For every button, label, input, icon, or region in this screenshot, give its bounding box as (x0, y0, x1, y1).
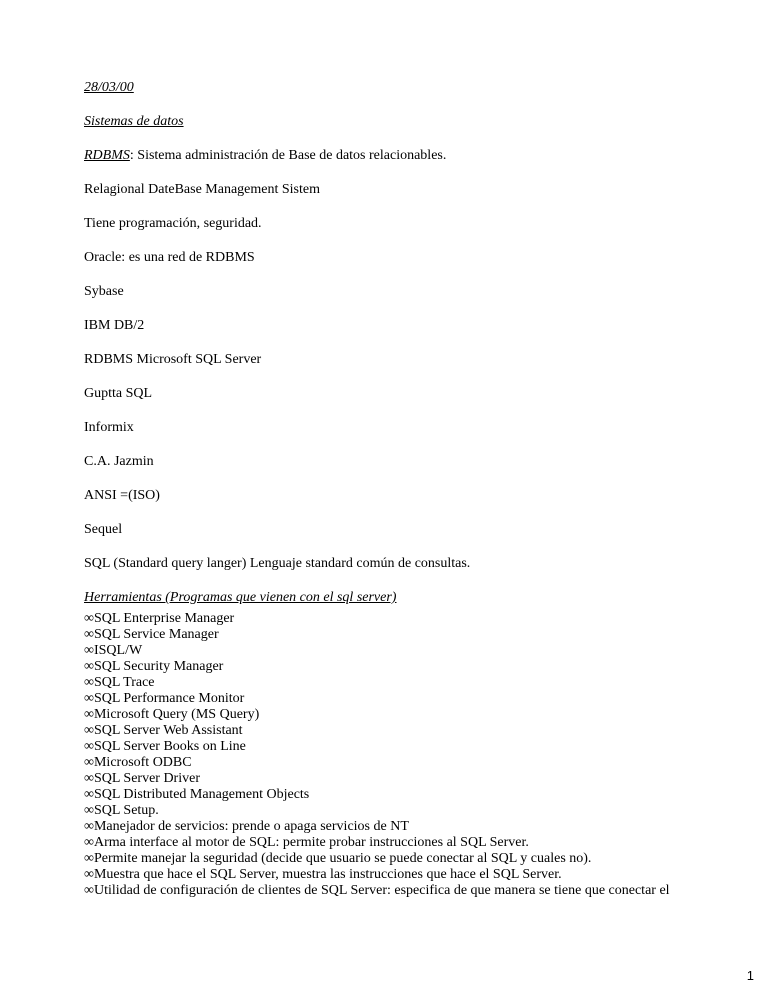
date: 28/03/00 (84, 80, 134, 95)
paragraph: RDBMS Microsoft SQL Server (84, 352, 262, 367)
infinity-bullet-icon: ∞ (84, 883, 94, 898)
paragraph: Sybase (84, 284, 124, 299)
paragraph: Oracle: es una red de RDBMS (84, 250, 255, 265)
list-item: ∞Utilidad de configuración de clientes de SQL Server: especifica de que manera se tiene que conectar el (84, 883, 670, 898)
infinity-bullet-icon: ∞ (84, 627, 94, 642)
list-item: ∞Arma interface al motor de SQL: permite probar instrucciones al SQL Server. (84, 835, 529, 850)
list-item: ∞ISQL/W (84, 643, 143, 658)
infinity-bullet-icon: ∞ (84, 691, 94, 706)
rdbms-term: RDBMS (84, 148, 130, 163)
paragraph: SQL (Standard query langer) Lenguaje standard común de consultas. (84, 556, 471, 571)
list-item: ∞SQL Performance Monitor (84, 691, 245, 706)
paragraph: Sequel (84, 522, 123, 537)
infinity-bullet-icon: ∞ (84, 755, 94, 770)
list-item: ∞SQL Setup. (84, 803, 159, 818)
list-item: ∞SQL Security Manager (84, 659, 224, 674)
paragraph: Informix (84, 420, 134, 435)
infinity-bullet-icon: ∞ (84, 835, 94, 850)
list-item: ∞SQL Server Web Assistant (84, 723, 243, 738)
list-item: ∞SQL Service Manager (84, 627, 219, 642)
paragraph: Tiene programación, seguridad. (84, 216, 262, 231)
infinity-bullet-icon: ∞ (84, 851, 94, 866)
paragraph: IBM DB/2 (84, 318, 145, 333)
infinity-bullet-icon: ∞ (84, 675, 94, 690)
infinity-bullet-icon: ∞ (84, 803, 94, 818)
list-item: ∞Microsoft Query (MS Query) (84, 707, 260, 722)
paragraph: Relagional DateBase Management Sistem (84, 182, 320, 197)
tools-heading: Herramientas (Programas que vienen con el sql server) (84, 590, 397, 605)
rdbms-line (84, 147, 446, 164)
list-item: ∞Microsoft ODBC (84, 755, 192, 770)
infinity-bullet-icon: ∞ (84, 707, 94, 722)
infinity-bullet-icon: ∞ (84, 867, 94, 882)
list-item: ∞SQL Distributed Management Objects (84, 787, 310, 802)
list-item: ∞Manejador de servicios: prende o apaga servicios de NT (84, 819, 409, 834)
infinity-bullet-icon: ∞ (84, 819, 94, 834)
infinity-bullet-icon: ∞ (84, 771, 94, 786)
page-number: 1 (746, 968, 754, 983)
list-item: ∞SQL Server Books on Line (84, 739, 246, 754)
list-item: ∞Permite manejar la seguridad (decide que usuario se puede conectar al SQL y cuales no). (84, 851, 592, 866)
infinity-bullet-icon: ∞ (84, 611, 94, 626)
list-item: ∞SQL Trace (84, 675, 155, 690)
paragraph: C.A. Jazmin (84, 454, 154, 469)
infinity-bullet-icon: ∞ (84, 787, 94, 802)
infinity-bullet-icon: ∞ (84, 739, 94, 754)
infinity-bullet-icon: ∞ (84, 659, 94, 674)
list-item: ∞SQL Enterprise Manager (84, 611, 235, 626)
paragraph: ANSI =(ISO) (84, 488, 160, 503)
list-item: ∞SQL Server Driver (84, 771, 200, 786)
paragraph: Guptta SQL (84, 386, 153, 401)
heading: Sistemas de datos (84, 114, 184, 129)
list-item: ∞Muestra que hace el SQL Server, muestra las instrucciones que hace el SQL Server. (84, 867, 562, 882)
rdbms-definition: : Sistema administración de Base de datos relacionables. (129, 148, 447, 163)
infinity-bullet-icon: ∞ (84, 723, 94, 738)
infinity-bullet-icon: ∞ (84, 643, 94, 658)
